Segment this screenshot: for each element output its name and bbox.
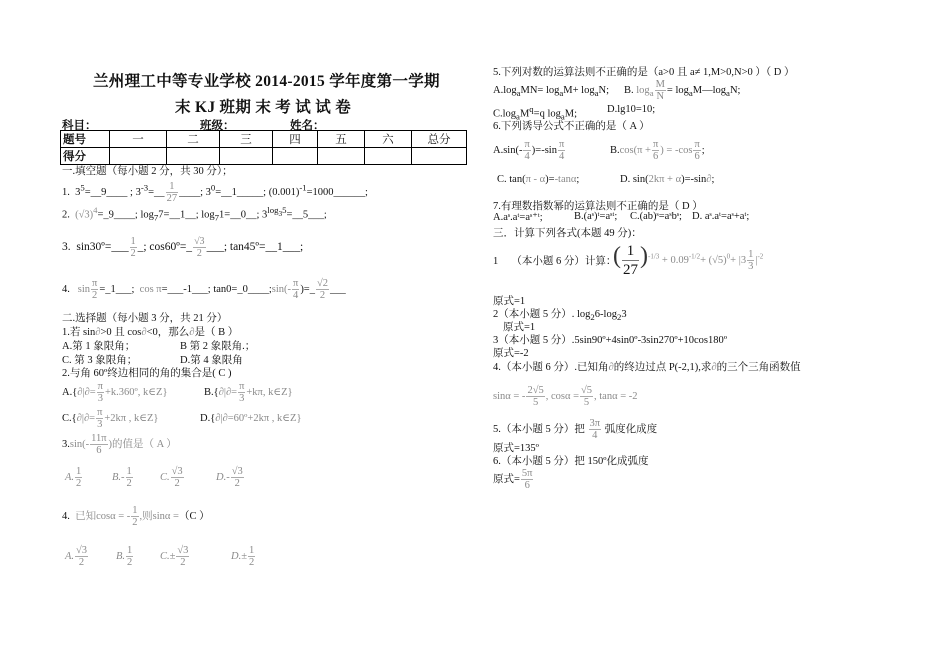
choice-option-c: C.{∂|∂= $\frac{\pi}{3}$ +2kπ , k∈Z} xyxy=(62,407,159,430)
calc-question-6: 6.（本小题 5 分）把 150º化成弧度 xyxy=(493,456,649,467)
choice-option-d: D.± $\frac{1}{2}$ xyxy=(231,545,255,568)
choice-question-6: 6.下列诱导公式不正确的是（ A ） xyxy=(493,121,650,132)
answer-5: 原式=135º xyxy=(493,443,539,454)
choice-question-1: 1.若 sin∂>0 且 cos∂<0，那么∂是（ B ） xyxy=(62,327,239,338)
score-header-cell: 六 xyxy=(365,131,412,148)
fraction: $\frac{\pi}{6}$ xyxy=(652,139,659,162)
exam-title-line1: 兰州理工中等专业学校 2014-2015 学年度第一学期 xyxy=(93,73,440,90)
choice-option-b: B 第 2 象限角.； xyxy=(180,341,256,352)
choice-option-c: C.± $\frac{√3}{2}$ xyxy=(160,545,189,568)
fraction: $\frac{1}{2}$ xyxy=(76,466,82,489)
choice-option-d: D.第 4 象限角 xyxy=(180,355,243,366)
choice-option-a: A.第 1 象限角； xyxy=(62,341,136,352)
calc-question-4: 4.（本小题 6 分）.已知角∂的终边过点 P(-2,1),求∂的三个三角函数值 xyxy=(493,362,801,373)
score-table-header-row xyxy=(61,131,467,148)
score-header-cell: 二 xyxy=(167,131,220,148)
choice-option-b: B. $\log_a$ $\frac{M}{N}$ = $\log_aM—\log_aN$; xyxy=(624,79,741,102)
fraction: $\frac{1}{2}$ xyxy=(126,466,132,489)
score-cell[interactable] xyxy=(412,148,467,165)
fill-question-1: 1. $3^5=\_\_9\_\_\_\_$ ; $3^{-3}=\_\_$ $\frac{1}{27}$ ____; $3^0=\_\_1\_\_\_\_\_$; $(0.001)^{-1}=1000\_\_\_\_\_\_$; xyxy=(62,181,368,204)
choice-option-c: C. tan(π - α)=-tanα; xyxy=(497,174,580,185)
choice-option-d: D.{∂|∂=60º+2kπ , k∈Z} xyxy=(200,413,302,424)
choice-option-c: C. 第 3 象限角； xyxy=(62,355,138,366)
answer-2: 原式=1 xyxy=(503,322,536,333)
calc-question-3: 3（本小题 5 分）.5sin90º+4sin0º-3sin270º+10cos180º xyxy=(493,335,727,346)
calc-question-1: 1 （本小题 6 分）计算： xyxy=(493,256,617,267)
choice-option-a: A. $\frac{√3}{2}$ xyxy=(65,545,88,568)
fraction: $\frac{1}{2}$ xyxy=(130,236,136,259)
fraction: $\frac{1}{3}$ xyxy=(748,249,754,272)
score-table-row xyxy=(61,148,467,165)
choice-option-b: B.(aˢ)ᵗ=aˢᵗ; xyxy=(574,211,618,222)
fraction: $\frac{√3}{2}$ xyxy=(231,466,243,489)
choice-question-5: 5.下列对数的运算法则不正确的是（a>0 且 a≠ 1,M>0,N>0 ）（ D ） xyxy=(493,67,795,78)
choice-question-3: 3.sin(- $\frac{11\pi}{6}$ )的值是（ A ） xyxy=(62,433,177,456)
fraction: $\frac{\pi}{6}$ xyxy=(694,139,700,162)
score-table xyxy=(60,130,467,165)
fill-question-3: 3. sin30º=___ $\frac{1}{2}$ _; cos60º=_ $\frac{√3}{2}$ ___; tan45º=__1___; xyxy=(62,236,304,259)
choice-option-b: B. $\frac{1}{2}$ xyxy=(116,545,133,568)
fraction: $\frac{√5}{5}$ xyxy=(581,385,593,408)
fraction: $\frac{1}{2}$ xyxy=(248,545,255,568)
section2-heading: 二.选择题（每小题 3 分，共 21 分） xyxy=(62,313,228,324)
calc-question-5: 5.（本小题 5 分）把 $\frac{3\pi}{4}$ 弧度化成度 xyxy=(493,418,658,441)
score-header-cell: 一 xyxy=(110,131,167,148)
fraction: $\frac{\pi}{2}$ xyxy=(92,278,98,301)
fraction: $\frac{1}{27}$ xyxy=(166,181,178,204)
score-cell[interactable] xyxy=(365,148,412,165)
score-row-label: 得分 xyxy=(61,148,110,165)
fraction: $\frac{2√5}{5}$ xyxy=(527,385,544,408)
choice-question-4: 4. 已知cosα = - $\frac{1}{2}$ ,则sinα =（C ） xyxy=(62,505,210,528)
section1-heading: 一.填空题（每小题 2 分，共 30 分）； xyxy=(62,166,233,177)
subject-label: 科目： xyxy=(62,120,97,132)
choice-option-c: $C.\log_aM^q=q$ $\log_aM$; xyxy=(493,104,578,122)
choice-option-a: A. $\frac{1}{2}$ xyxy=(65,466,82,489)
fraction: $\frac{1}{2}$ xyxy=(127,545,133,568)
choice-option-d: D.lg10=10; xyxy=(607,104,656,115)
fill-question-4: 4. sin $\frac{\pi}{2}$ =_1___; cos π=___-1___; tan0=_0____;sin(- $\frac{\pi}{4}$ )=_ $\frac{√2}{2}$ ___ xyxy=(62,278,346,301)
score-header-cell: 四 xyxy=(273,131,318,148)
score-cell[interactable] xyxy=(110,148,167,165)
choice-option-b: B.{∂|∂= $\frac{\pi}{3}$ +kπ, k∈Z} xyxy=(204,381,293,404)
choice-option-a: A.sin(- $\frac{\pi}{4}$ )=-sin $\frac{\pi}{4}$ xyxy=(493,139,565,162)
choice-option-d: D.- $\frac{√3}{2}$ xyxy=(216,466,243,489)
section3-heading: 三．计算下列各式(本题 49 分)： xyxy=(493,228,642,239)
fraction: $\frac{5\pi}{6}$ xyxy=(521,468,533,491)
score-cell[interactable] xyxy=(273,148,318,165)
score-header-cell: 题号 xyxy=(61,131,110,148)
fraction: $\frac{√2}{2}$ xyxy=(316,278,328,301)
fill-question-2: 2. $(√3)^4=\_9\_\_\_\_$; $\log_77=\_\_1\_\_$; $\log_71=\_\_0\_\_$; $3^{log_35}=\_\_5\_\_\_$; xyxy=(62,205,327,223)
answer-6: 原式= $\frac{5\pi}{6}$ xyxy=(493,468,533,491)
score-cell[interactable] xyxy=(318,148,365,165)
name-label: 姓名： xyxy=(290,120,325,132)
answer-3: 原式=-2 xyxy=(493,348,529,359)
choice-option-d: D. sin(2kπ + α)=-sin∂; xyxy=(620,174,715,185)
choice-question-7: 7.有理数指数幂的运算法则不正确的是（ D ） xyxy=(493,201,703,212)
fraction: $\frac{M}{N}$ xyxy=(655,79,665,102)
calc-question-2: 2（本小题 5 分）. $\log_26-\log_23$ xyxy=(493,309,627,323)
fraction: $\frac{1}{2}$ xyxy=(132,505,138,528)
choice-option-a: A.{∂|∂= $\frac{\pi}{3}$ +k.360º, k∈Z} xyxy=(62,381,168,404)
choice-option-a: $A.\log_aMN= \log_aM+ \log_aN$; xyxy=(493,85,609,99)
fraction: $\frac{3\pi}{4}$ xyxy=(589,418,601,441)
score-cell[interactable] xyxy=(167,148,220,165)
score-header-cell: 三 xyxy=(220,131,273,148)
class-label: 班级： xyxy=(200,120,235,132)
exam-title-line2: 末 KJ 班期 末 考 试 试 卷 xyxy=(175,99,352,116)
choice-option-c: C. $\frac{√3}{2}$ xyxy=(160,466,183,489)
answer-1: 原式=1 xyxy=(493,296,526,307)
fraction: $\frac{√3}{2}$ xyxy=(171,466,183,489)
choice-option-b: B.- $\frac{1}{2}$ xyxy=(112,466,132,489)
fraction: $\frac{\pi}{3}$ xyxy=(97,407,103,430)
choice-option-a: A.aˢ.aᵗ=aˢ⁺ᵗ; xyxy=(493,212,543,223)
answer-4: sinα = - $\frac{2√5}{5}$ , cosα = $\frac{√5}{5}$ , tanα = -2 xyxy=(493,385,638,408)
choice-option-d: D. aˢ.aᵗ=aˢ+aᵗ; xyxy=(692,211,750,222)
fraction: $\frac{√3}{2}$ xyxy=(194,236,205,259)
fraction: $\frac{\pi}{4}$ xyxy=(524,139,530,162)
score-cell[interactable] xyxy=(220,148,273,165)
fraction: $\frac{1}{27}$ xyxy=(623,243,638,278)
choice-option-c: C.(ab)ˢ=aˢbˢ; xyxy=(630,211,682,222)
fraction: $\frac{\pi}{4}$ xyxy=(558,139,565,162)
calc-expression-1: ( $\frac{1}{27}$ )$^{-1/3} + 0.09^{-1/2}+ (√5)^0+ |3$ $\frac{1}{3}$ $|^{-2}$ xyxy=(613,242,764,278)
choice-option-b: B.cos(π + $\frac{\pi}{6}$ ) = -cos $\frac{\pi}{6}$ ; xyxy=(610,139,705,162)
fraction: $\frac{\pi}{4}$ xyxy=(293,278,299,301)
fraction: $\frac{√3}{2}$ xyxy=(76,545,88,568)
fraction: $\frac{\pi}{3}$ xyxy=(239,381,245,404)
fraction: $\frac{11\pi}{6}$ xyxy=(91,433,107,456)
score-header-cell: 五 xyxy=(318,131,365,148)
score-header-cell: 总分 xyxy=(412,131,467,148)
fraction: $\frac{\pi}{3}$ xyxy=(97,381,103,404)
fraction: $\frac{√3}{2}$ xyxy=(177,545,189,568)
choice-question-2: 2.与角 60º终边相同的角的集合是( C ) xyxy=(62,368,232,379)
